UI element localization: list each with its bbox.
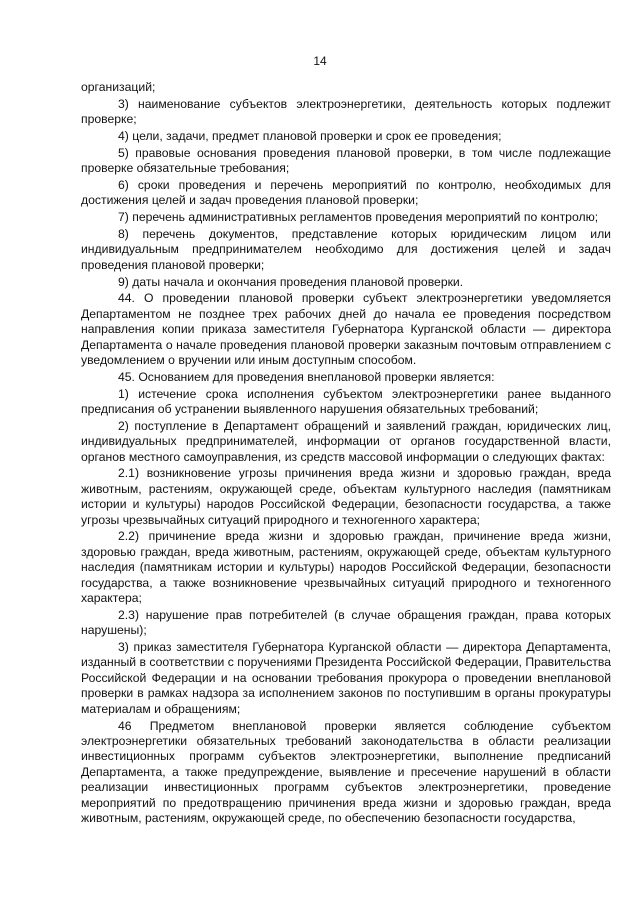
paragraph: 2.2) причинение вреда жизни и здоровью граждан, причинение вреда жизни, здоровью граждан, вреда животным, растениям, окружающей среде, объектам культурного наследия (памятникам истории и культуры) народов Российской Федерации, безопасности государства, а также возникновение чрезвычайных ситуаций природного и техногенного характера; [81,529,611,606]
paragraph: 9) даты начала и окончания проведения плановой проверки. [118,274,464,289]
document-body [81,80,611,828]
paragraph: 46 Предметом внеплановой проверки является соблюдение субъектом электроэнергетики обязательных требований законодательства в области реализации инвестиционных программ субъектов электроэнергетики, выполнение предписаний Департамента, а также предупреждение, выявление и пресечение нарушений в области реализации инвестиционных программ субъектов электроэнергетики, проведение мероприятий по предотвращению причинения вреда жизни и здоровью граждан, вреда животным, растениям, окружающей среде, по обеспечению безопасности государства, [81,718,611,825]
paragraph: 3) приказ заместителя Губернатора Курганской области — директора Департамента, изданный в соответствии с поручениями Президента Российской Федерации, Правительства Российской Федерации и на основании требования прокурора о проведении внеплановой проверки в рамках надзора за исполнением законов по поступившим в органы прокуратуры материалам и обращениям; [81,640,611,716]
paragraph: 45. Основанием для проведения внеплановой проверки является: [118,369,495,384]
paragraph: 7) перечень административных регламентов проведения мероприятий по контролю; [118,210,599,225]
paragraph: 4) цели, задачи, предмет плановой проверки и срок ее проведения; [118,129,502,143]
paragraph: 2) поступление в Департамент обращений и заявлений граждан, юридических лиц, индивидуальных предпринимателей, информации от органов государственной власти, органов местного самоуправления, из средств массовой информации о следующих фактах: [81,418,611,464]
paragraph: 44. О проведении плановой проверки субъект электроэнергетики уведомляется Департаментом не позднее трех рабочих дней до начала ее проведения посредством направления копии приказа заместителя Губернатора Курганской области — директора Департамента о начале проведения плановой проверки заказным почтовым отправлением с уведомлением о вручении или иным доступным способом. [81,291,611,368]
paragraph: 2.3) нарушение прав потребителей (в случае обращения граждан, права которых нарушены); [81,607,611,638]
paragraph: 6) сроки проведения и перечень мероприятий по контролю, необходимых для достижения целей и задач проведения плановой проверки; [81,178,611,208]
paragraph: организаций; [81,80,156,94]
paragraph: 8) перечень документов, представление которых юридическим лицом или индивидуальным предпринимателем необходимо для достижения целей и задач проведения плановой проверки; [81,227,611,272]
paragraph: 3) наименование субъектов электроэнергетики, деятельность которых подлежит проверке; [81,96,611,127]
paragraph: 5) правовые основания проведения плановой проверки, в том числе подлежащие проверке обязательные требования; [81,145,611,176]
paragraph: 2.1) возникновение угрозы причинения вреда жизни и здоровью граждан, вреда животным, растениям, окружающей среде, объектам культурного наследия (памятникам истории и культуры) народов Российской Федерации, безопасности государства, а также угрозы чрезвычайных ситуаций природного и техногенного характера; [81,466,611,527]
page-number: 14 [313,54,327,68]
paragraph: 1) истечение срока исполнения субъектом электроэнергетики ранее выданного предписания об устранении выявленного нарушения обязательных требований; [81,386,611,417]
